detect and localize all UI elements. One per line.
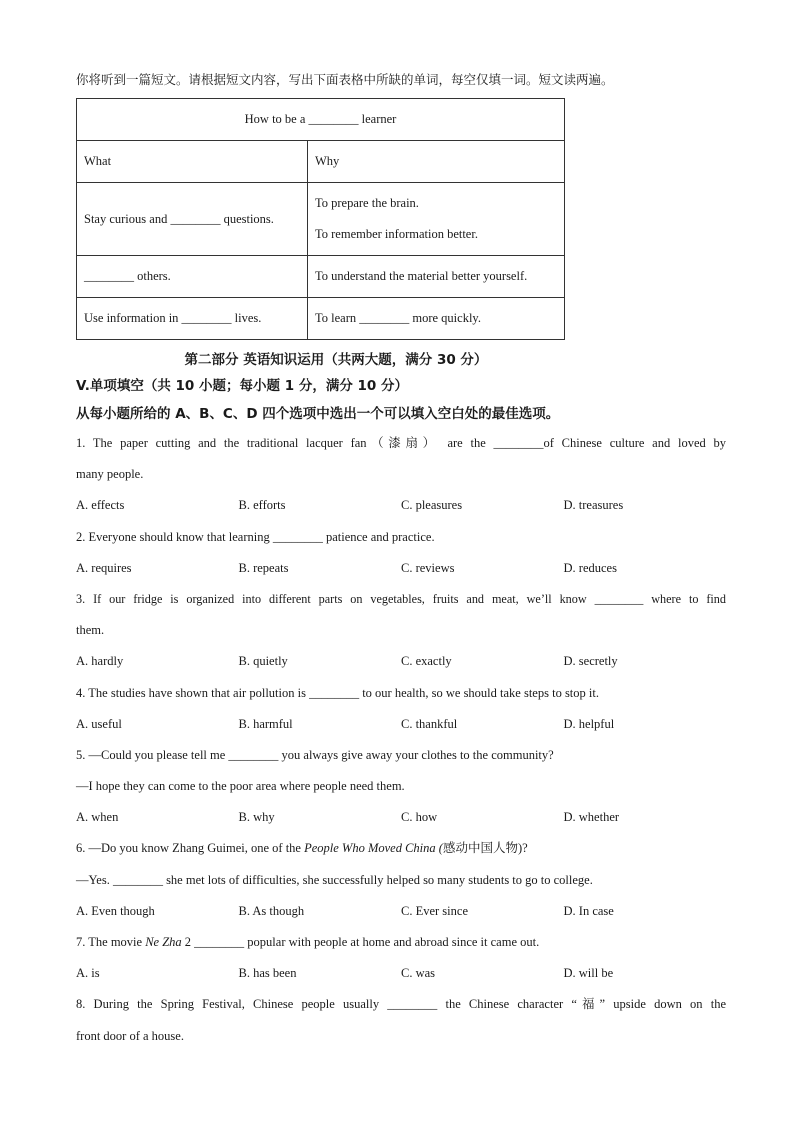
- listening-instruction: 你将听到一篇短文。请根据短文内容，写出下面表格中所缺的单词，每空仅填一词。短文读两遍。: [76, 72, 614, 87]
- choice-instruction: 从每小题所给的 A、B、C、D 四个选项中选出一个可以填入空白处的最佳选项。: [76, 406, 560, 422]
- option-a: A. is: [76, 966, 100, 981]
- option-d: D. In case: [563, 903, 614, 918]
- question-6-line-2: —Yes. ________ she met lots of difficulties, she successfully helped so many students to go to college.: [76, 872, 593, 887]
- option-b: B. has been: [238, 966, 297, 981]
- option-b: B. efforts: [238, 498, 286, 513]
- option-d: D. helpful: [563, 716, 615, 731]
- option-d: D. whether: [563, 810, 620, 825]
- option-b: B. harmful: [238, 716, 293, 731]
- question-7-text: 7. The movie: [76, 935, 146, 949]
- table-title: How to be a ________ learner: [77, 99, 565, 141]
- question-5-options: [76, 802, 726, 833]
- table-cell-why: [308, 183, 565, 256]
- option-a: A. effects: [76, 498, 125, 513]
- sub-section-title: V.单项填空（共 10 小题；每小题 1 分，满分 10 分）: [76, 378, 409, 394]
- question-2-options: [76, 553, 726, 584]
- question-8-line-2: front door of a house.: [76, 1028, 184, 1043]
- question-1-line-1: 1. The paper cutting and the traditional lacquer fan（漆扇） are the ________of Chinese culture and loved by: [76, 436, 726, 450]
- exam-page: [76, 66, 726, 1052]
- option-a: A. requires: [76, 560, 132, 575]
- option-c: C. reviews: [401, 560, 455, 575]
- option-c: C. was: [401, 966, 436, 981]
- question-5-line-1: 5. —Could you please tell me ________ you always give away your clothes to the community?: [76, 747, 554, 762]
- table-cell-what: ________ others.: [77, 256, 308, 298]
- table-cell-why: To understand the material better yourself.: [308, 256, 565, 298]
- section-title: 第二部分 英语知识运用（共两大题，满分 30 分）: [184, 352, 488, 368]
- question-6-text: 6. —Do you know Zhang Guimei, one of the: [76, 841, 305, 856]
- table-cell-what: Stay curious and ________ questions.: [77, 183, 308, 256]
- option-d: D. reduces: [563, 560, 617, 575]
- table-cell-why: To learn ________ more quickly.: [308, 298, 565, 340]
- option-c: C. how: [401, 810, 438, 825]
- option-d: D. will be: [563, 966, 614, 981]
- table-cell-what: Use information in ________ lives.: [77, 298, 308, 340]
- question-7-line-1: [76, 927, 726, 958]
- option-b: B. why: [238, 810, 275, 825]
- option-a: A. when: [76, 810, 119, 825]
- option-a: A. Even though: [76, 903, 155, 918]
- question-4-options: [76, 709, 726, 740]
- question-1-options: [76, 490, 726, 521]
- option-a: A. useful: [76, 716, 122, 731]
- why-line: To remember information better.: [315, 227, 478, 241]
- option-c: C. Ever since: [401, 903, 468, 918]
- question-6-text-cn: 感动中国人物)?: [442, 841, 528, 856]
- column-header-what: What: [77, 141, 308, 183]
- option-d: D. secretly: [563, 654, 618, 669]
- question-2-line-1: 2. Everyone should know that learning ________ patience and practice.: [76, 529, 435, 544]
- question-6-options: [76, 896, 726, 927]
- question-6-line-1: [76, 833, 726, 864]
- option-b: B. repeats: [238, 560, 289, 575]
- column-header-why: Why: [308, 141, 565, 183]
- question-7-options: [76, 958, 726, 989]
- question-5-line-2: —I hope they can come to the poor area where people need them.: [76, 779, 405, 794]
- why-line: To prepare the brain.: [315, 196, 419, 210]
- question-3-options: [76, 646, 726, 677]
- question-6-title: People Who Moved China (: [304, 841, 443, 856]
- option-d: D. treasures: [563, 498, 624, 513]
- question-8-line-1: 8. During the Spring Festival, Chinese people usually ________ the Chinese character “福” upside down on the: [76, 997, 726, 1012]
- option-c: C. pleasures: [401, 498, 463, 513]
- option-b: B. As though: [238, 903, 305, 918]
- option-a: A. hardly: [76, 654, 124, 669]
- listening-table: [76, 98, 565, 340]
- question-4-line-1: 4. The studies have shown that air pollution is ________ to our health, so we should take steps to stop it.: [76, 685, 599, 700]
- option-c: C. exactly: [401, 654, 452, 669]
- question-3-line-2: them.: [76, 623, 105, 638]
- question-1-line-2: many people.: [76, 467, 144, 482]
- option-b: B. quietly: [238, 654, 288, 669]
- question-3-line-1: 3. If our fridge is organized into different parts on vegetables, fruits and meat, we’ll know ________ where to find: [76, 591, 726, 606]
- question-7-movie: Ne Zha: [145, 935, 182, 949]
- question-7-text-rest: 2 ________ popular with people at home and abroad since it came out.: [181, 935, 540, 949]
- option-c: C. thankful: [401, 716, 458, 731]
